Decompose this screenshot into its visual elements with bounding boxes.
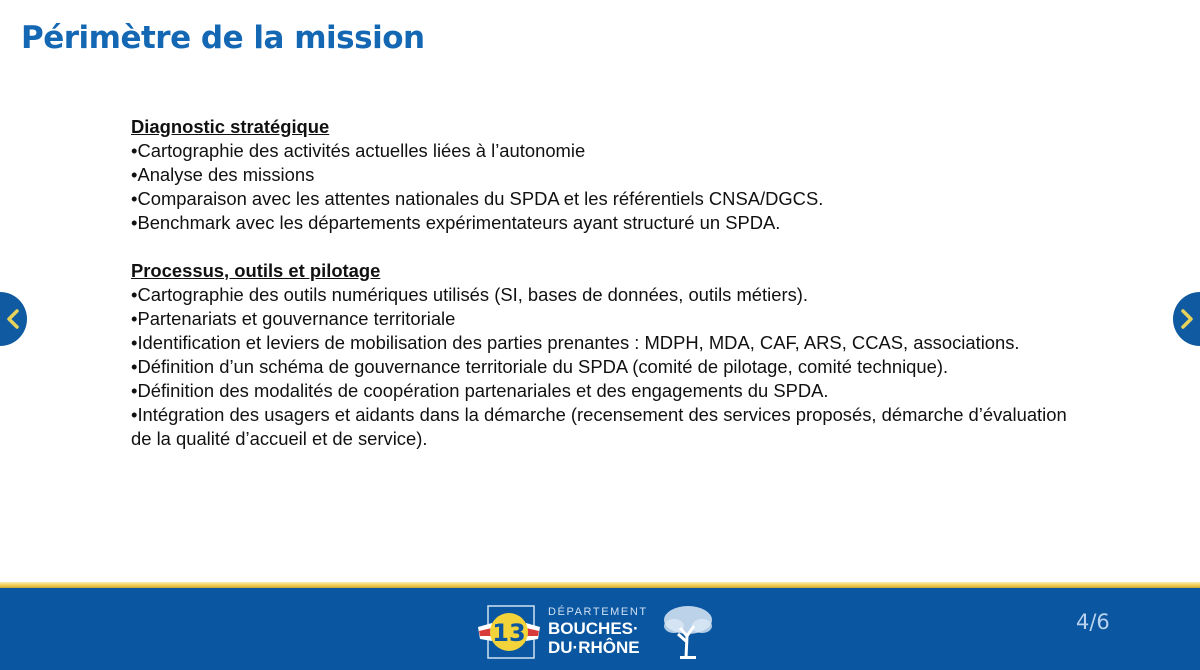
chevron-left-icon [5, 308, 21, 330]
bullet-item: •Intégration des usagers et aidants dans la démarche (recensement des services proposés, démarche d’évaluation de la qualité d’accueil et de service). [131, 404, 1067, 449]
slide-content [131, 115, 1071, 475]
bullet-item: •Cartographie des activités actuelles liées à l’autonomie [131, 140, 586, 161]
chevron-right-icon [1179, 308, 1195, 330]
bullet-item: •Définition des modalités de coopération partenariales et des engagements du SPDA. [131, 380, 829, 401]
department-logo [478, 602, 716, 660]
bullet-item: •Partenariats et gouvernance territoriale [131, 308, 456, 329]
bullet-item: •Analyse des missions [131, 164, 315, 185]
section-diagnostic [131, 115, 1071, 235]
bullet-item: •Comparaison avec les attentes nationales du SPDA et les référentiels CNSA/DGCS. [131, 188, 824, 209]
footer-bar [0, 588, 1200, 670]
next-slide-button[interactable] [1173, 292, 1200, 346]
logo-badge-13 [478, 605, 538, 657]
bullet-item: •Cartographie des outils numériques utilisés (SI, bases de données, outils métiers). [131, 284, 809, 305]
logo-text [548, 607, 648, 656]
section-heading: Diagnostic stratégique [131, 116, 330, 137]
svg-text:13: 13 [492, 619, 526, 647]
logo-dept-label: DÉPARTEMENT [548, 605, 648, 618]
section-heading: Processus, outils et pilotage [131, 260, 381, 281]
bullet-item: •Identification et leviers de mobilisation des parties prenantes : MDPH, MDA, CAF, ARS, CCAS, associations. [131, 332, 1020, 353]
bullet-item: •Benchmark avec les départements expérimentateurs ayant structuré un SPDA. [131, 212, 781, 233]
previous-slide-button[interactable] [0, 292, 27, 346]
logo-name-line2: DU·RHÔNE [548, 637, 640, 657]
olive-tree-icon [660, 602, 716, 660]
slide-title: Périmètre de la mission [21, 20, 425, 56]
section-processus [131, 259, 1071, 451]
bullet-item: •Définition d’un schéma de gouvernance territoriale du SPDA (comité de pilotage, comité technique). [131, 356, 949, 377]
logo-name-line1: BOUCHES· [548, 618, 639, 638]
page-indicator: 4/6 [1076, 610, 1110, 634]
